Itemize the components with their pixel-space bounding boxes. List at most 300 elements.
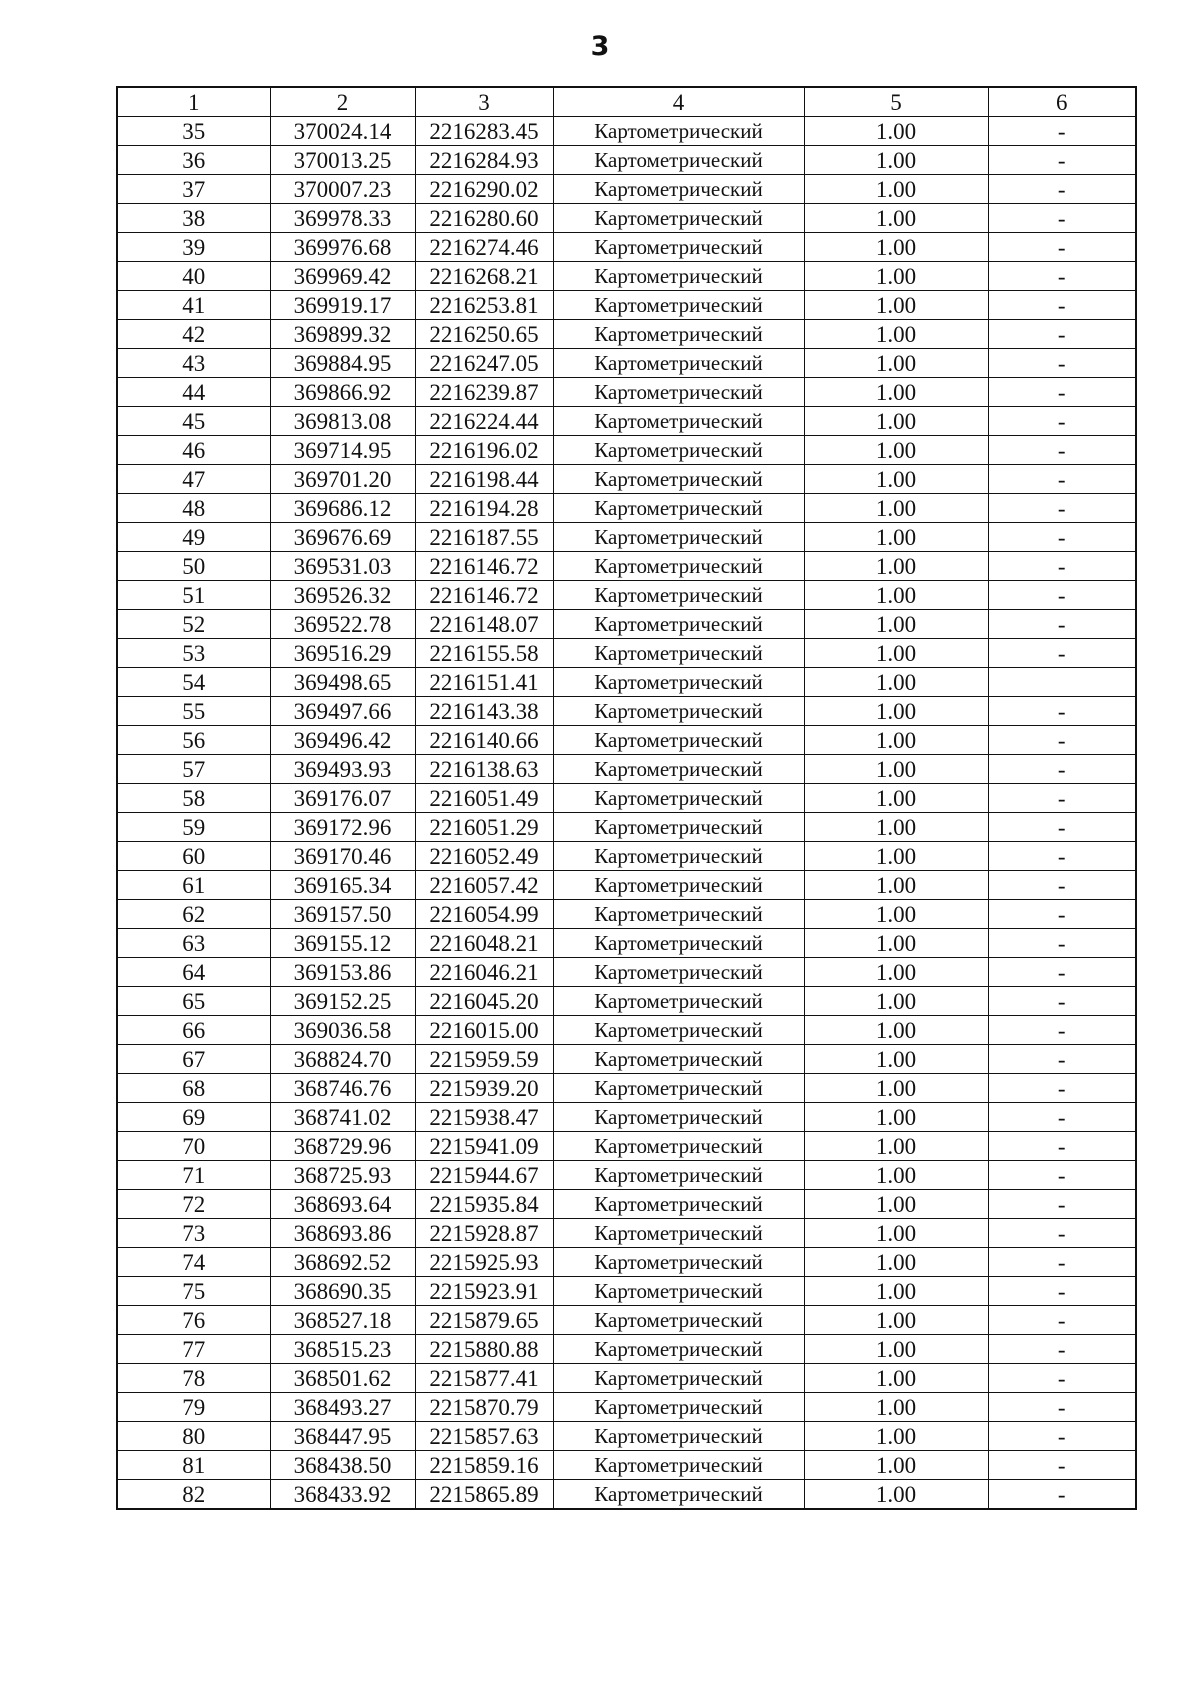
y-coordinate-cell: 2216187.55 — [415, 523, 553, 552]
note-cell: - — [988, 871, 1136, 900]
table-row — [117, 436, 1136, 465]
method-cell: Картометрический — [553, 900, 804, 929]
table-row — [117, 1074, 1136, 1103]
note-cell: - — [988, 929, 1136, 958]
x-coordinate-cell: 368447.95 — [270, 1422, 415, 1451]
note-cell: - — [988, 755, 1136, 784]
method-cell: Картометрический — [553, 813, 804, 842]
x-coordinate-cell: 368433.92 — [270, 1480, 415, 1510]
method-cell: Картометрический — [553, 1451, 804, 1480]
table-row — [117, 349, 1136, 378]
y-coordinate-cell: 2216138.63 — [415, 755, 553, 784]
x-coordinate-cell: 369884.95 — [270, 349, 415, 378]
accuracy-cell: 1.00 — [804, 146, 988, 175]
x-coordinate-cell: 368515.23 — [270, 1335, 415, 1364]
table-row — [117, 1219, 1136, 1248]
accuracy-cell: 1.00 — [804, 871, 988, 900]
x-coordinate-cell: 369969.42 — [270, 262, 415, 291]
x-coordinate-cell: 369498.65 — [270, 668, 415, 697]
y-coordinate-cell: 2215923.91 — [415, 1277, 553, 1306]
method-cell: Картометрический — [553, 1132, 804, 1161]
point-number-cell: 70 — [117, 1132, 270, 1161]
y-coordinate-cell: 2216224.44 — [415, 407, 553, 436]
note-cell: - — [988, 1248, 1136, 1277]
accuracy-cell: 1.00 — [804, 262, 988, 291]
y-coordinate-cell: 2216250.65 — [415, 320, 553, 349]
column-header-5: 5 — [804, 87, 988, 117]
method-cell: Картометрический — [553, 610, 804, 639]
y-coordinate-cell: 2216146.72 — [415, 581, 553, 610]
point-number-cell: 64 — [117, 958, 270, 987]
note-cell: - — [988, 262, 1136, 291]
method-cell: Картометрический — [553, 1190, 804, 1219]
point-number-cell: 45 — [117, 407, 270, 436]
table-row — [117, 639, 1136, 668]
note-cell: - — [988, 494, 1136, 523]
table-row — [117, 146, 1136, 175]
accuracy-cell: 1.00 — [804, 117, 988, 146]
point-number-cell: 76 — [117, 1306, 270, 1335]
y-coordinate-cell: 2216048.21 — [415, 929, 553, 958]
note-cell: - — [988, 1451, 1136, 1480]
accuracy-cell: 1.00 — [804, 1045, 988, 1074]
x-coordinate-cell: 369686.12 — [270, 494, 415, 523]
method-cell: Картометрический — [553, 1480, 804, 1510]
method-cell: Картометрический — [553, 929, 804, 958]
note-cell: - — [988, 1306, 1136, 1335]
x-coordinate-cell: 369976.68 — [270, 233, 415, 262]
table-row — [117, 1161, 1136, 1190]
x-coordinate-cell: 369176.07 — [270, 784, 415, 813]
method-cell: Картометрический — [553, 1306, 804, 1335]
note-cell: - — [988, 581, 1136, 610]
note-cell: - — [988, 1393, 1136, 1422]
accuracy-cell: 1.00 — [804, 1451, 988, 1480]
accuracy-cell: 1.00 — [804, 1103, 988, 1132]
table-row — [117, 117, 1136, 146]
table-row — [117, 262, 1136, 291]
table-row — [117, 320, 1136, 349]
point-number-cell: 82 — [117, 1480, 270, 1510]
point-number-cell: 42 — [117, 320, 270, 349]
point-number-cell: 44 — [117, 378, 270, 407]
method-cell: Картометрический — [553, 349, 804, 378]
x-coordinate-cell: 368493.27 — [270, 1393, 415, 1422]
y-coordinate-cell: 2216051.29 — [415, 813, 553, 842]
x-coordinate-cell: 369919.17 — [270, 291, 415, 320]
note-cell: - — [988, 175, 1136, 204]
y-coordinate-cell: 2216239.87 — [415, 378, 553, 407]
y-coordinate-cell: 2215880.88 — [415, 1335, 553, 1364]
accuracy-cell: 1.00 — [804, 1161, 988, 1190]
table-row — [117, 465, 1136, 494]
note-cell: - — [988, 117, 1136, 146]
accuracy-cell: 1.00 — [804, 726, 988, 755]
accuracy-cell: 1.00 — [804, 639, 988, 668]
accuracy-cell: 1.00 — [804, 842, 988, 871]
x-coordinate-cell: 368692.52 — [270, 1248, 415, 1277]
method-cell: Картометрический — [553, 1277, 804, 1306]
point-number-cell: 68 — [117, 1074, 270, 1103]
method-cell: Картометрический — [553, 436, 804, 465]
x-coordinate-cell: 368746.76 — [270, 1074, 415, 1103]
note-cell: - — [988, 1016, 1136, 1045]
table-row — [117, 1016, 1136, 1045]
table-row — [117, 1132, 1136, 1161]
method-cell: Картометрический — [553, 987, 804, 1016]
method-cell: Картометрический — [553, 291, 804, 320]
point-number-cell: 78 — [117, 1364, 270, 1393]
accuracy-cell: 1.00 — [804, 1190, 988, 1219]
y-coordinate-cell: 2216196.02 — [415, 436, 553, 465]
note-cell: - — [988, 900, 1136, 929]
accuracy-cell: 1.00 — [804, 320, 988, 349]
table-row — [117, 697, 1136, 726]
table-row — [117, 291, 1136, 320]
method-cell: Картометрический — [553, 146, 804, 175]
method-cell: Картометрический — [553, 1016, 804, 1045]
note-cell: - — [988, 465, 1136, 494]
note-cell: - — [988, 1045, 1136, 1074]
y-coordinate-cell: 2216148.07 — [415, 610, 553, 639]
note-cell: - — [988, 291, 1136, 320]
note-cell: - — [988, 378, 1136, 407]
y-coordinate-cell: 2216045.20 — [415, 987, 553, 1016]
method-cell: Картометрический — [553, 523, 804, 552]
point-number-cell: 39 — [117, 233, 270, 262]
method-cell: Картометрический — [553, 1364, 804, 1393]
accuracy-cell: 1.00 — [804, 697, 988, 726]
accuracy-cell: 1.00 — [804, 1480, 988, 1510]
accuracy-cell: 1.00 — [804, 1016, 988, 1045]
point-number-cell: 35 — [117, 117, 270, 146]
y-coordinate-cell: 2216057.42 — [415, 871, 553, 900]
method-cell: Картометрический — [553, 784, 804, 813]
point-number-cell: 69 — [117, 1103, 270, 1132]
note-cell: - — [988, 407, 1136, 436]
point-number-cell: 58 — [117, 784, 270, 813]
y-coordinate-cell: 2216051.49 — [415, 784, 553, 813]
x-coordinate-cell: 369866.92 — [270, 378, 415, 407]
method-cell: Картометрический — [553, 1335, 804, 1364]
accuracy-cell: 1.00 — [804, 1132, 988, 1161]
accuracy-cell: 1.00 — [804, 465, 988, 494]
method-cell: Картометрический — [553, 262, 804, 291]
point-number-cell: 50 — [117, 552, 270, 581]
y-coordinate-cell: 2215944.67 — [415, 1161, 553, 1190]
y-coordinate-cell: 2216143.38 — [415, 697, 553, 726]
method-cell: Картометрический — [553, 1103, 804, 1132]
note-cell: - — [988, 784, 1136, 813]
accuracy-cell: 1.00 — [804, 291, 988, 320]
note-cell: - — [988, 610, 1136, 639]
point-number-cell: 80 — [117, 1422, 270, 1451]
note-cell: - — [988, 1364, 1136, 1393]
table-row — [117, 755, 1136, 784]
column-header-2: 2 — [270, 87, 415, 117]
method-cell: Картометрический — [553, 465, 804, 494]
note-cell: - — [988, 958, 1136, 987]
table-row — [117, 233, 1136, 262]
note-cell: - — [988, 697, 1136, 726]
y-coordinate-cell: 2215857.63 — [415, 1422, 553, 1451]
method-cell: Картометрический — [553, 842, 804, 871]
point-number-cell: 48 — [117, 494, 270, 523]
accuracy-cell: 1.00 — [804, 552, 988, 581]
x-coordinate-cell: 369155.12 — [270, 929, 415, 958]
point-number-cell: 65 — [117, 987, 270, 1016]
method-cell: Картометрический — [553, 175, 804, 204]
x-coordinate-cell: 369157.50 — [270, 900, 415, 929]
accuracy-cell: 1.00 — [804, 1422, 988, 1451]
y-coordinate-cell: 2216247.05 — [415, 349, 553, 378]
table-row — [117, 726, 1136, 755]
table-row — [117, 958, 1136, 987]
accuracy-cell: 1.00 — [804, 378, 988, 407]
method-cell: Картометрический — [553, 958, 804, 987]
point-number-cell: 72 — [117, 1190, 270, 1219]
accuracy-cell: 1.00 — [804, 1277, 988, 1306]
column-header-1: 1 — [117, 87, 270, 117]
x-coordinate-cell: 369496.42 — [270, 726, 415, 755]
x-coordinate-cell: 369978.33 — [270, 204, 415, 233]
column-header-6: 6 — [988, 87, 1136, 117]
method-cell: Картометрический — [553, 1161, 804, 1190]
x-coordinate-cell: 369531.03 — [270, 552, 415, 581]
y-coordinate-cell: 2215939.20 — [415, 1074, 553, 1103]
note-cell: - — [988, 842, 1136, 871]
point-number-cell: 43 — [117, 349, 270, 378]
y-coordinate-cell: 2216155.58 — [415, 639, 553, 668]
point-number-cell: 63 — [117, 929, 270, 958]
note-cell: - — [988, 552, 1136, 581]
x-coordinate-cell: 369152.25 — [270, 987, 415, 1016]
x-coordinate-cell: 368501.62 — [270, 1364, 415, 1393]
table-row — [117, 842, 1136, 871]
x-coordinate-cell: 368725.93 — [270, 1161, 415, 1190]
point-number-cell: 46 — [117, 436, 270, 465]
accuracy-cell: 1.00 — [804, 523, 988, 552]
x-coordinate-cell: 369036.58 — [270, 1016, 415, 1045]
table-row — [117, 1190, 1136, 1219]
x-coordinate-cell: 369714.95 — [270, 436, 415, 465]
accuracy-cell: 1.00 — [804, 755, 988, 784]
method-cell: Картометрический — [553, 117, 804, 146]
note-cell: - — [988, 204, 1136, 233]
point-number-cell: 36 — [117, 146, 270, 175]
accuracy-cell: 1.00 — [804, 1219, 988, 1248]
point-number-cell: 51 — [117, 581, 270, 610]
point-number-cell: 41 — [117, 291, 270, 320]
point-number-cell: 71 — [117, 1161, 270, 1190]
table-row — [117, 1045, 1136, 1074]
table-row — [117, 784, 1136, 813]
y-coordinate-cell: 2215925.93 — [415, 1248, 553, 1277]
accuracy-cell: 1.00 — [804, 1306, 988, 1335]
table-row — [117, 929, 1136, 958]
point-number-cell: 77 — [117, 1335, 270, 1364]
x-coordinate-cell: 370007.23 — [270, 175, 415, 204]
table-body — [117, 117, 1136, 1510]
accuracy-cell: 1.00 — [804, 1364, 988, 1393]
accuracy-cell: 1.00 — [804, 1335, 988, 1364]
table-row — [117, 1103, 1136, 1132]
column-header-3: 3 — [415, 87, 553, 117]
y-coordinate-cell: 2216290.02 — [415, 175, 553, 204]
x-coordinate-cell: 368693.86 — [270, 1219, 415, 1248]
accuracy-cell: 1.00 — [804, 813, 988, 842]
x-coordinate-cell: 369899.32 — [270, 320, 415, 349]
method-cell: Картометрический — [553, 1219, 804, 1248]
point-number-cell: 60 — [117, 842, 270, 871]
y-coordinate-cell: 2216054.99 — [415, 900, 553, 929]
table-row — [117, 900, 1136, 929]
accuracy-cell: 1.00 — [804, 349, 988, 378]
accuracy-cell: 1.00 — [804, 494, 988, 523]
point-number-cell: 53 — [117, 639, 270, 668]
table-row — [117, 407, 1136, 436]
note-cell: - — [988, 1190, 1136, 1219]
note-cell: - — [988, 1074, 1136, 1103]
x-coordinate-cell: 369493.93 — [270, 755, 415, 784]
y-coordinate-cell: 2216198.44 — [415, 465, 553, 494]
point-number-cell: 37 — [117, 175, 270, 204]
y-coordinate-cell: 2215938.47 — [415, 1103, 553, 1132]
method-cell: Картометрический — [553, 1074, 804, 1103]
x-coordinate-cell: 369701.20 — [270, 465, 415, 494]
table-row — [117, 581, 1136, 610]
method-cell: Картометрический — [553, 1045, 804, 1074]
note-cell: - — [988, 320, 1136, 349]
note-cell: - — [988, 233, 1136, 262]
y-coordinate-cell: 2216146.72 — [415, 552, 553, 581]
accuracy-cell: 1.00 — [804, 900, 988, 929]
table-row — [117, 1306, 1136, 1335]
x-coordinate-cell: 369813.08 — [270, 407, 415, 436]
y-coordinate-cell: 2216194.28 — [415, 494, 553, 523]
y-coordinate-cell: 2216283.45 — [415, 117, 553, 146]
x-coordinate-cell: 368729.96 — [270, 1132, 415, 1161]
accuracy-cell: 1.00 — [804, 436, 988, 465]
table-row — [117, 1393, 1136, 1422]
table-row — [117, 813, 1136, 842]
accuracy-cell: 1.00 — [804, 610, 988, 639]
x-coordinate-cell: 369526.32 — [270, 581, 415, 610]
point-number-cell: 52 — [117, 610, 270, 639]
x-coordinate-cell: 370013.25 — [270, 146, 415, 175]
note-cell: - — [988, 1480, 1136, 1510]
y-coordinate-cell: 2216280.60 — [415, 204, 553, 233]
x-coordinate-cell: 368824.70 — [270, 1045, 415, 1074]
x-coordinate-cell: 369165.34 — [270, 871, 415, 900]
note-cell: - — [988, 639, 1136, 668]
method-cell: Картометрический — [553, 204, 804, 233]
note-cell: - — [988, 813, 1136, 842]
point-number-cell: 40 — [117, 262, 270, 291]
x-coordinate-cell: 368438.50 — [270, 1451, 415, 1480]
table-row — [117, 668, 1136, 697]
x-coordinate-cell: 368690.35 — [270, 1277, 415, 1306]
y-coordinate-cell: 2215935.84 — [415, 1190, 553, 1219]
note-cell: - — [988, 1132, 1136, 1161]
point-number-cell: 59 — [117, 813, 270, 842]
note-cell: - — [988, 1219, 1136, 1248]
accuracy-cell: 1.00 — [804, 581, 988, 610]
y-coordinate-cell: 2216046.21 — [415, 958, 553, 987]
x-coordinate-cell: 368741.02 — [270, 1103, 415, 1132]
method-cell: Картометрический — [553, 581, 804, 610]
point-number-cell: 62 — [117, 900, 270, 929]
y-coordinate-cell: 2215959.59 — [415, 1045, 553, 1074]
x-coordinate-cell: 369153.86 — [270, 958, 415, 987]
table-row — [117, 1451, 1136, 1480]
method-cell: Картометрический — [553, 1393, 804, 1422]
y-coordinate-cell: 2215870.79 — [415, 1393, 553, 1422]
point-number-cell: 57 — [117, 755, 270, 784]
method-cell: Картометрический — [553, 726, 804, 755]
accuracy-cell: 1.00 — [804, 929, 988, 958]
header-row — [117, 87, 1136, 117]
accuracy-cell: 1.00 — [804, 1393, 988, 1422]
accuracy-cell: 1.00 — [804, 233, 988, 262]
point-number-cell: 66 — [117, 1016, 270, 1045]
y-coordinate-cell: 2215879.65 — [415, 1306, 553, 1335]
table-row — [117, 1277, 1136, 1306]
table-row — [117, 175, 1136, 204]
point-number-cell: 54 — [117, 668, 270, 697]
method-cell: Картометрический — [553, 378, 804, 407]
y-coordinate-cell: 2215941.09 — [415, 1132, 553, 1161]
column-header-4: 4 — [553, 87, 804, 117]
point-number-cell: 47 — [117, 465, 270, 494]
point-number-cell: 67 — [117, 1045, 270, 1074]
y-coordinate-cell: 2216284.93 — [415, 146, 553, 175]
note-cell: - — [988, 1161, 1136, 1190]
point-number-cell: 75 — [117, 1277, 270, 1306]
table-row — [117, 552, 1136, 581]
y-coordinate-cell: 2216015.00 — [415, 1016, 553, 1045]
table-row — [117, 987, 1136, 1016]
x-coordinate-cell: 368527.18 — [270, 1306, 415, 1335]
table-row — [117, 494, 1136, 523]
y-coordinate-cell: 2215865.89 — [415, 1480, 553, 1510]
table-header — [117, 87, 1136, 117]
method-cell: Картометрический — [553, 668, 804, 697]
method-cell: Картометрический — [553, 407, 804, 436]
y-coordinate-cell: 2216274.46 — [415, 233, 553, 262]
x-coordinate-cell: 368693.64 — [270, 1190, 415, 1219]
x-coordinate-cell: 369170.46 — [270, 842, 415, 871]
y-coordinate-cell: 2216151.41 — [415, 668, 553, 697]
table-row — [117, 204, 1136, 233]
accuracy-cell: 1.00 — [804, 1074, 988, 1103]
note-cell: - — [988, 1335, 1136, 1364]
table-row — [117, 871, 1136, 900]
note-cell: - — [988, 146, 1136, 175]
table-row — [117, 1335, 1136, 1364]
y-coordinate-cell: 2216140.66 — [415, 726, 553, 755]
table-row — [117, 1364, 1136, 1393]
method-cell: Картометрический — [553, 1248, 804, 1277]
method-cell: Картометрический — [553, 697, 804, 726]
note-cell: - — [988, 1103, 1136, 1132]
x-coordinate-cell: 369522.78 — [270, 610, 415, 639]
method-cell: Картометрический — [553, 1422, 804, 1451]
table-row — [117, 1422, 1136, 1451]
note-cell: - — [988, 349, 1136, 378]
x-coordinate-cell: 369676.69 — [270, 523, 415, 552]
y-coordinate-cell: 2216052.49 — [415, 842, 553, 871]
